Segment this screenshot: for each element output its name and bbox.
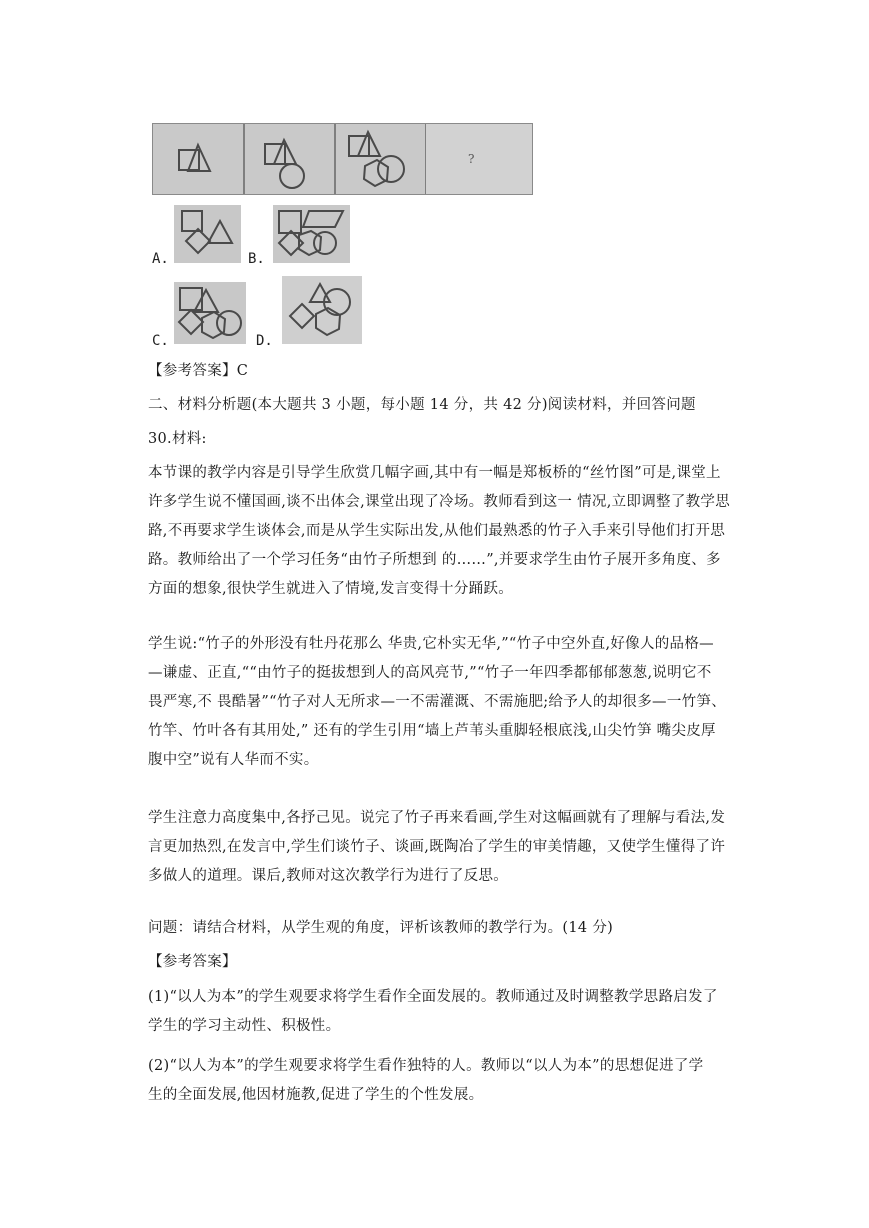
pattern-sequence-figure [152, 123, 533, 195]
option-a-shapes [174, 205, 241, 263]
question-mark: ? [468, 152, 475, 166]
text-line: 学生的学习主动性、积极性。 [148, 1018, 341, 1034]
figure-panel-unknown [426, 124, 532, 194]
material-paragraph-1 [148, 459, 743, 604]
text-line: (2)“以人为本”的学生观要求将学生看作独特的人。教师以“以人为本”的思想促进了学 [148, 1058, 704, 1074]
option-c-label: C. [152, 333, 169, 349]
material-paragraph-3 [148, 804, 743, 891]
text-line: 竹竿、竹叶各有其用处,” 还有的学生引用“墙上芦苇头重脚轻根底浅,山尖竹笋 嘴尖皮厚 [148, 723, 716, 739]
section-2-heading: 二、材料分析题(本大题共 3 小题，每小题 14 分，共 42 分)阅读材料，并回答问题 [148, 397, 696, 413]
text-line: 路。教师给出了一个学习任务“由竹子所想到 的……”,并要求学生由竹子展开多角度、多 [148, 552, 721, 568]
option-c-image [174, 282, 246, 344]
figure-panel-1 [153, 124, 245, 194]
square-triangle-shape [153, 124, 243, 194]
option-a-label: A. [152, 251, 169, 267]
text-line: 学生说:“竹子的外形没有牡丹花那么 华贵,它朴实无华,”“竹子中空外直,好像人的品格— [148, 636, 714, 652]
option-b-image [273, 205, 350, 263]
text-line: 生的全面发展,他因材施教,促进了学生的个性发展。 [148, 1087, 484, 1103]
figure-panel-3 [335, 124, 427, 194]
text-line: 方面的想象,很快学生就进入了情境,发言变得十分踊跃。 [148, 581, 514, 597]
square-triangle-circle-hexagon-shape [335, 124, 425, 194]
answer-point-2 [148, 1052, 743, 1110]
text-line: 多做人的道理。课后,教师对这次教学行为进行了反思。 [148, 868, 509, 884]
option-b-label: B. [248, 251, 265, 267]
option-d-label: D. [256, 333, 273, 349]
option-a-image [174, 205, 241, 263]
text-line: —谦虚、正直,““由竹子的挺拔想到人的高风亮节,”“竹子一年四季都郁郁葱葱,说明它不 [148, 665, 712, 681]
answer-key-2-label: 【参考答案】 [148, 954, 237, 970]
option-c-shapes [174, 282, 246, 344]
material-paragraph-2 [148, 630, 743, 775]
question-prompt: 问题：请结合材料，从学生观的角度，评析该教师的教学行为。(14 分) [148, 920, 614, 936]
option-d-image [282, 276, 362, 344]
option-b-shapes [273, 205, 350, 263]
answer-key-1: 【参考答案】C [148, 363, 249, 379]
option-d-shapes [282, 276, 362, 344]
text-line: 学生注意力高度集中,各抒己见。说完了竹子再来看画,学生对这幅画就有了理解与看法,发 [148, 810, 726, 826]
text-line: (1)“以人为本”的学生观要求将学生看作全面发展的。教师通过及时调整教学思路启发了 [148, 989, 718, 1005]
square-triangle-circle-shape [244, 124, 334, 194]
text-line: 路,不再要求学生谈体会,而是从学生实际出发,从他们最熟悉的竹子入手来引导他们打开思 [148, 523, 726, 539]
text-line: 许多学生说不懂国画,谈不出体会,课堂出现了冷场。教师看到这一 情况,立即调整了教学思 [148, 494, 731, 510]
text-line: 腹中空”说有人华而不实。 [148, 752, 319, 768]
text-line: 本节课的教学内容是引导学生欣赏几幅字画,其中有一幅是郑板桥的“丝竹图”可是,课堂上 [148, 465, 721, 481]
answer-point-1 [148, 983, 743, 1041]
question-30-title: 30.材料: [148, 431, 207, 447]
text-line: 言更加热烈,在发言中,学生们谈竹子、谈画,既陶冶了学生的审美情趣，又使学生懂得了许 [148, 839, 726, 855]
text-line: 畏严寒,不 畏酷暑”“竹子对人无所求—一不需灌溉、不需施肥;给予人的却很多—一竹笋、 [148, 694, 727, 710]
figure-panel-2 [244, 124, 336, 194]
